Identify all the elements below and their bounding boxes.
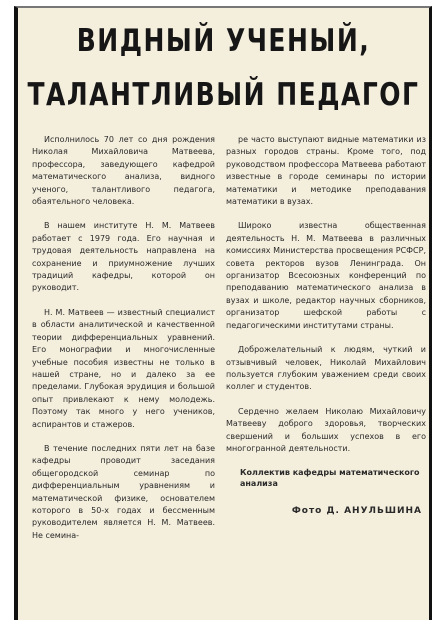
article-signature: Коллектив кафедры математического анализа [240,468,420,489]
paragraph: Н. М. Матвеев — известный специалист в области аналитической и качественной теории дифференциальных уравнений. Его монографии и многочисленные учебные пособия известны не только в нашей стране, но и далеко за ее пределами. Глубокая эрудиция и большой опыт привлекают к нему молодежь. Поэтому так много у него учеников, аспирантов и стажеров. [32,307,215,429]
paragraph: Доброжелательный к людям, чуткий и отзывчивый человек, Николай Михайлович пользуется глубоким уважением среди своих коллег и студентов. [226,345,426,392]
paragraph: Широко известна общественная деятельность Н. М. Матвеева в различных комиссиях Министерства просвещения РСФСР, совета ректоров вузов Ленинграда. Он организатор Всесоюзных конференций по преподаванию математического анализа в вузах и школе, редактор научных сборников, организатор шефской работы с педагогическими институтами страны. [226,221,426,330]
paragraph: ре часто выступают видные математики из разных городов страны. Кроме того, под руководством профессора Матвеева работают известные в городе семинары по истории математики и методике преподавания математики в вузах. [226,135,426,207]
paragraph: Исполнилось 70 лет со дня рождения Николая Михайловича Матвеева, профессора, заведующего кафедрой математического анализа, видного ученого, талантливого педагога, обаятельного человека. [32,135,215,207]
right-column [226,134,426,518]
headline-line-1: ВИДНЫЙ УЧЕНЫЙ, [76,22,371,59]
left-column [32,134,215,554]
photo-credit: Фото Д. АНУЛЬШИНА [291,506,422,517]
paragraph: Сердечно желаем Николаю Михайловичу Матвееву доброго здоровья, творческих свершений и больших успехов в его многогранной деятельности. [226,406,426,453]
headline-line-2: ТАЛАНТЛИВЫЙ ПЕДАГОГ [27,76,420,113]
paragraph: В течение последних пяти лет на базе кафедры проводит заседания общегородской семинар по дифференциальным уравнениям и математической физике, основателем которого в 50-х годах и бессменным руководителем является Н. М. Матвеев. Не семина- [32,443,215,540]
paragraph: В нашем институте Н. М. Матвеев работает с 1979 года. Его научная и трудовая деятельность направлена на сохранение и приумножение лучших традиций кафедры, которой он руководит. [32,221,215,293]
newspaper-clipping [14,6,432,620]
